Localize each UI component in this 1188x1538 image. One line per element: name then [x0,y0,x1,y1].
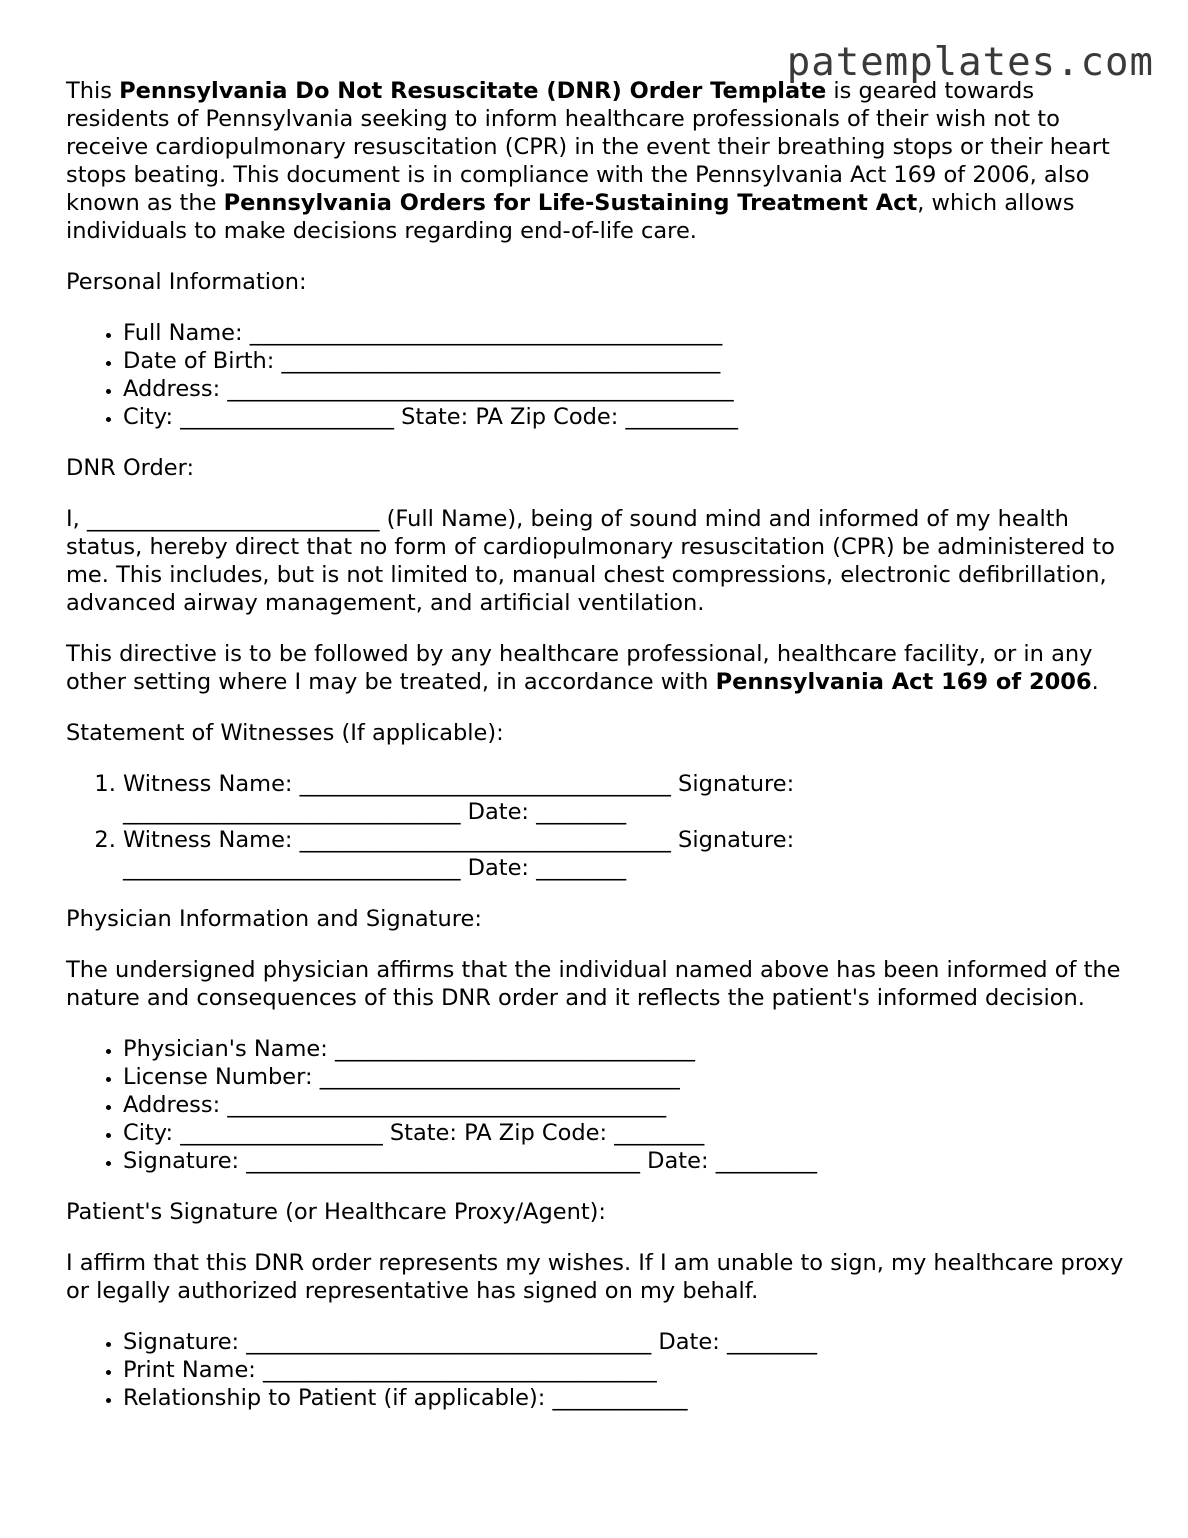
relationship-field[interactable]: • Relationship to Patient (if applicable): ____________ [123,1384,1136,1412]
date-of-birth-field[interactable]: • Date of Birth: _______________________________________ [123,347,1136,375]
intro-bold-title: Pennsylvania Do Not Resuscitate (DNR) Order Template [119,78,827,104]
patient-signature-field[interactable]: • Signature: ____________________________________ Date: ________ [123,1328,1136,1356]
physician-city-state-zip-field[interactable]: • City: __________________ State: PA Zip Code: ________ [123,1119,1136,1147]
personal-info-heading: Personal Information: [66,269,307,295]
physician-signature-field[interactable]: • Signature: ___________________________________ Date: _________ [123,1147,1136,1175]
city-state-zip-field[interactable]: • City: ___________________ State: PA Zip Code: __________ [123,403,1136,431]
physician-name-field[interactable]: • Physician's Name: ________________________________ [123,1035,1136,1063]
intro-bold-act: Pennsylvania Orders for Life-Sustaining Treatment Act [223,190,918,216]
patient-statement: I affirm that this DNR order represents my wishes. If I am unable to sign, my healthcare proxy or legally authorized representative has signed on my behalf. [66,1250,1124,1304]
patient-signature-heading: Patient's Signature (or Healthcare Proxy/Agent): [66,1199,607,1225]
intro-text-2: is geared towards residents of Pennsylvania seeking to inform healthcare professionals of their wish not to receive cardiopulmonary resuscitation (CPR) in the event their breathing stops or their heart stops beating. This document is in compliance with the Pennsylvania Act 169 of 2006, also known as the [66,78,1110,216]
witness-1-field[interactable]: 1. Witness Name: _________________________________ Signature: ______________________________ Date: ________ [123,770,1136,826]
personal-info-list [66,319,1136,431]
physician-statement: The undersigned physician affirms that the individual named above has been informed of the nature and consequences of this DNR order and it reflects the patient's informed decision. [66,957,1121,1011]
directive-text: This directive is to be followed by any healthcare professional, healthcare facility, or in any other setting where I may be treated, in accordance with [66,641,1093,695]
directive-bold-act: Pennsylvania Act 169 of 2006 [715,669,1092,695]
witnesses-heading: Statement of Witnesses (If applicable): [66,720,504,746]
physician-heading: Physician Information and Signature: [66,906,482,932]
directive-paragraph [66,640,1136,696]
witnesses-list [66,770,1136,882]
intro-text-3: , which allows individuals to make decisions regarding end-of-life care. [66,190,1075,244]
intro-paragraph [66,77,1136,245]
physician-list [66,1035,1136,1175]
print-name-field[interactable]: • Print Name: ___________________________________ [123,1356,1136,1384]
patient-list [66,1328,1136,1412]
witness-2-field[interactable]: 2. Witness Name: _________________________________ Signature: ______________________________ Date: ________ [123,826,1136,882]
site-watermark: patemplates.com [786,40,1154,85]
full-name-field[interactable]: • Full Name: __________________________________________ [123,319,1136,347]
document-body [66,77,1136,1435]
directive-period: . [1091,669,1099,695]
dnr-order-heading: DNR Order: [66,455,195,481]
physician-address-field[interactable]: • Address: _______________________________________ [123,1091,1136,1119]
dnr-order-statement: I, __________________________ (Full Name), being of sound mind and informed of my health status, hereby direct that no form of cardiopulmonary resuscitation (CPR) be administered to me. This includes, but is not limited to, manual chest compressions, electronic defibrillation, advanced airway management, and artificial ventilation. [66,506,1115,616]
address-field[interactable]: • Address: _____________________________________________ [123,375,1136,403]
license-number-field[interactable]: • License Number: ________________________________ [123,1063,1136,1091]
intro-text-1: This [66,78,120,104]
